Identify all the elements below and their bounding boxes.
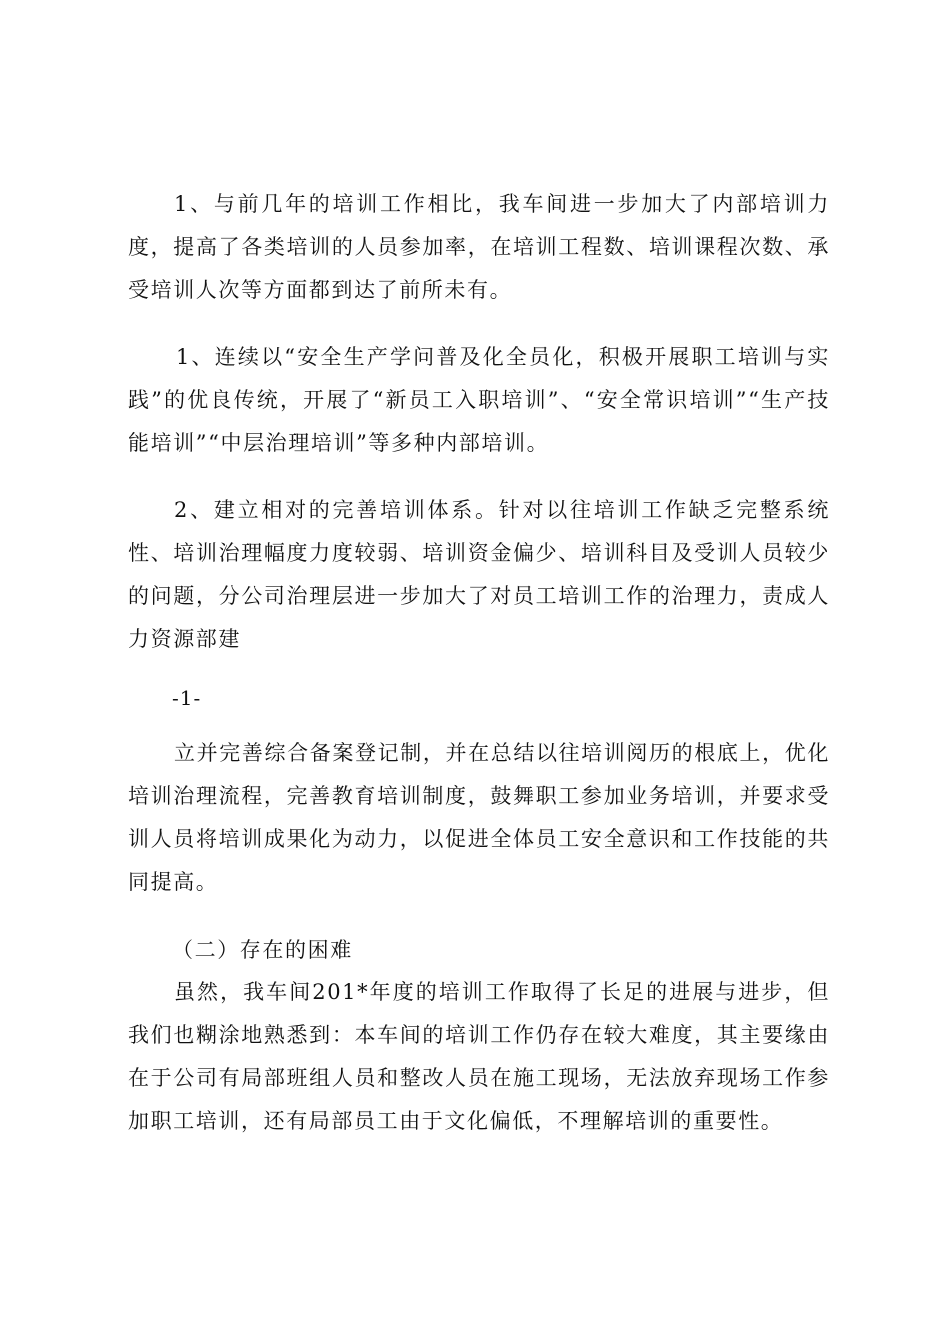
page-number: -1- bbox=[172, 686, 202, 710]
section-heading-difficulties: （二）存在的困难 bbox=[172, 938, 353, 962]
paragraph-training-comparison: 1、与前几年的培训工作相比，我车间进一步加大了内部培训力度，提高了各类培训的人员参加率，在培训工程数、培训课程次数、承受培训人次等方面都到达了前所未有。 bbox=[128, 192, 830, 302]
paragraph-internal-training: 1、连续以“安全生产学问普及化全员化，积极开展职工培训与实践”的优良传统，开展了“新员工入职培训”、“安全常识培训”“生产技能培训”“中层治理培训”等多种内部培训。 bbox=[128, 345, 830, 455]
paragraph-difficulties: 虽然，我车间201*年度的培训工作取得了长足的进展与进步，但我们也糊涂地熟悉到：本车间的培训工作仍存在较大难度，其主要缘由在于公司有局部班组人员和整改人员在施工现场，无法放弃现场工作参加职工培训，还有局部员工由于文化偏低，不理解培训的重要性。 bbox=[128, 980, 830, 1133]
paragraph-training-system: 2、建立相对的完善培训体系。针对以往培训工作缺乏完整系统性、培训治理幅度力度较弱、培训资金偏少、培训科目及受训人员较少的问题，分公司治理层进一步加大了对员工培训工作的治理力，责成人力资源部建 bbox=[128, 498, 830, 651]
paragraph-registration-system: 立并完善综合备案登记制，并在总结以往培训阅历的根底上，优化培训治理流程，完善教育培训制度，鼓舞职工参加业务培训，并要求受训人员将培训成果化为动力，以促进全体员工安全意识和工作技能的共同提高。 bbox=[128, 741, 830, 894]
